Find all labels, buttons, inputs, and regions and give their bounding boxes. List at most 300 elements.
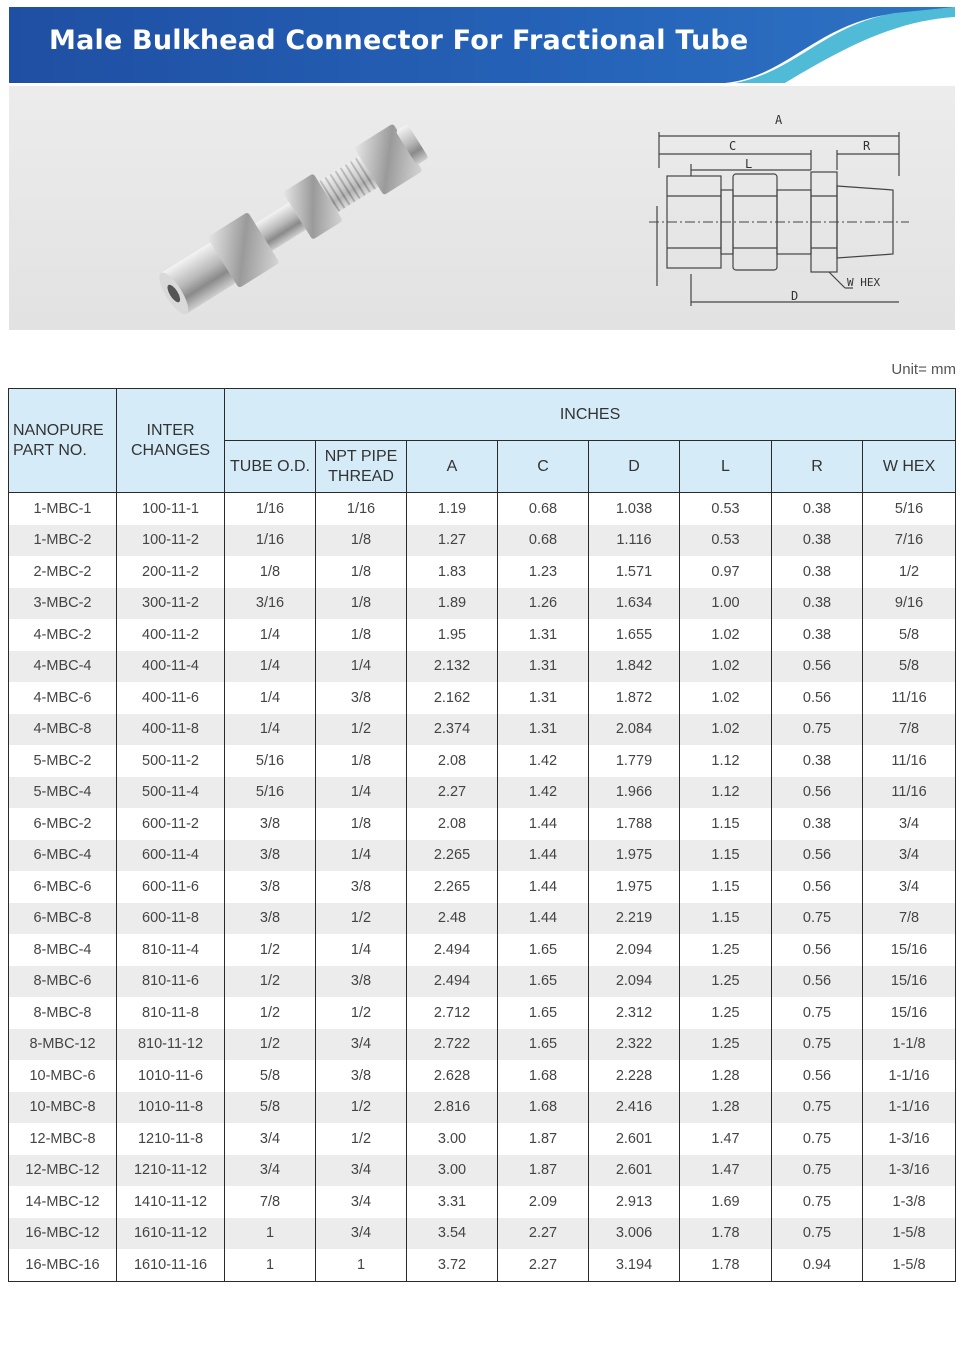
table-cell: 3/8: [225, 903, 316, 935]
table-cell: 5/16: [863, 493, 956, 525]
table-cell: 0.75: [772, 1029, 863, 1061]
table-cell: 1/4: [316, 840, 407, 872]
table-cell: 0.75: [772, 997, 863, 1029]
table-cell: 0.75: [772, 1218, 863, 1250]
table-cell: 3/4: [316, 1155, 407, 1187]
table-cell: 16-MBC-12: [9, 1218, 117, 1250]
table-cell: 600-11-2: [117, 808, 225, 840]
table-cell: 0.68: [498, 525, 589, 557]
table-cell: 2.27: [407, 777, 498, 809]
table-cell: 0.75: [772, 903, 863, 935]
col-header-tube-od: TUBE O.D.: [225, 441, 316, 493]
table-cell: 1-1/16: [863, 1092, 956, 1124]
table-cell: 1.26: [498, 588, 589, 620]
table-cell: 1/4: [316, 777, 407, 809]
table-cell: 500-11-4: [117, 777, 225, 809]
col-header-whex: W HEX: [863, 441, 956, 493]
table-cell: 3/16: [225, 588, 316, 620]
table-cell: 4-MBC-2: [9, 619, 117, 651]
table-cell: 1: [225, 1218, 316, 1250]
table-cell: 2.08: [407, 808, 498, 840]
table-cell: 3/4: [863, 808, 956, 840]
table-cell: 5/16: [225, 777, 316, 809]
table-cell: 600-11-8: [117, 903, 225, 935]
table-cell: 1.89: [407, 588, 498, 620]
table-row: [9, 619, 956, 651]
table-cell: 0.56: [772, 871, 863, 903]
table-cell: 1/16: [225, 493, 316, 525]
table-cell: 500-11-2: [117, 745, 225, 777]
table-cell: 300-11-2: [117, 588, 225, 620]
table-cell: 3/8: [316, 1060, 407, 1092]
table-cell: 2.219: [589, 903, 680, 935]
table-cell: 3/8: [316, 871, 407, 903]
table-cell: 1-MBC-2: [9, 525, 117, 557]
table-cell: 3.00: [407, 1123, 498, 1155]
table-cell: 4-MBC-4: [9, 651, 117, 683]
table-cell: 1610-11-12: [117, 1218, 225, 1250]
table-cell: 1.31: [498, 714, 589, 746]
table-cell: 1/8: [316, 525, 407, 557]
table-cell: 2.27: [498, 1218, 589, 1250]
table-cell: 1.655: [589, 619, 680, 651]
table-cell: 1.15: [680, 903, 772, 935]
table-cell: 1/4: [225, 682, 316, 714]
table-cell: 11/16: [863, 682, 956, 714]
table-cell: 1.779: [589, 745, 680, 777]
table-cell: 100-11-1: [117, 493, 225, 525]
table-cell: 3/4: [316, 1186, 407, 1218]
table-cell: 1.42: [498, 745, 589, 777]
table-cell: 1.27: [407, 525, 498, 557]
table-cell: 2.374: [407, 714, 498, 746]
table-cell: 600-11-4: [117, 840, 225, 872]
table-cell: 1/2: [225, 934, 316, 966]
table-cell: 2.712: [407, 997, 498, 1029]
table-cell: 0.68: [498, 493, 589, 525]
table-cell: 1: [316, 1249, 407, 1281]
table-cell: 3/8: [316, 966, 407, 998]
table-cell: 1.02: [680, 682, 772, 714]
table-cell: 1.44: [498, 840, 589, 872]
table-cell: 1.25: [680, 1029, 772, 1061]
table-cell: 3.54: [407, 1218, 498, 1250]
table-cell: 1.68: [498, 1060, 589, 1092]
table-cell: 400-11-8: [117, 714, 225, 746]
table-cell: 0.56: [772, 651, 863, 683]
table-row: [9, 997, 956, 1029]
table-row: [9, 588, 956, 620]
table-cell: 1/8: [316, 619, 407, 651]
table-cell: 3.00: [407, 1155, 498, 1187]
table-cell: 7/16: [863, 525, 956, 557]
table-cell: 1.571: [589, 556, 680, 588]
table-cell: 2.094: [589, 934, 680, 966]
table-cell: 1/4: [316, 651, 407, 683]
table-cell: 1/8: [316, 588, 407, 620]
table-cell: 10-MBC-6: [9, 1060, 117, 1092]
col-header-c: C: [498, 441, 589, 493]
table-cell: 7/8: [225, 1186, 316, 1218]
table-cell: 0.56: [772, 840, 863, 872]
table-cell: 3.194: [589, 1249, 680, 1281]
table-cell: 1/4: [316, 934, 407, 966]
table-cell: 8-MBC-12: [9, 1029, 117, 1061]
table-cell: 1.19: [407, 493, 498, 525]
table-cell: 11/16: [863, 745, 956, 777]
table-row: [9, 840, 956, 872]
table-cell: 1.038: [589, 493, 680, 525]
table-cell: 3/8: [225, 871, 316, 903]
table-cell: 2.265: [407, 840, 498, 872]
table-cell: 1.44: [498, 808, 589, 840]
table-cell: 1/8: [316, 556, 407, 588]
table-cell: 3/4: [863, 840, 956, 872]
technical-drawing: [639, 106, 919, 316]
table-cell: 1-5/8: [863, 1218, 956, 1250]
col-header-npt: NPT PIPE THREAD: [316, 441, 407, 493]
table-cell: 1.15: [680, 840, 772, 872]
table-cell: 3/4: [225, 1123, 316, 1155]
table-cell: 1.02: [680, 619, 772, 651]
table-cell: 3/4: [863, 871, 956, 903]
table-cell: 1.28: [680, 1092, 772, 1124]
table-cell: 1/2: [316, 714, 407, 746]
table-cell: 1/16: [225, 525, 316, 557]
table-row: [9, 966, 956, 998]
table-cell: 0.56: [772, 966, 863, 998]
dim-label-d: D: [791, 289, 799, 303]
table-cell: 1610-11-16: [117, 1249, 225, 1281]
table-row: [9, 714, 956, 746]
table-cell: 1/2: [316, 903, 407, 935]
table-cell: 1.78: [680, 1218, 772, 1250]
table-cell: 4-MBC-8: [9, 714, 117, 746]
table-cell: 1: [225, 1249, 316, 1281]
table-cell: 1.78: [680, 1249, 772, 1281]
table-cell: 1/16: [316, 493, 407, 525]
col-header-r: R: [772, 441, 863, 493]
table-cell: 1.116: [589, 525, 680, 557]
table-cell: 11/16: [863, 777, 956, 809]
table-cell: 1-5/8: [863, 1249, 956, 1281]
table-cell: 0.75: [772, 1186, 863, 1218]
col-header-interchanges: INTER CHANGES: [117, 389, 225, 493]
table-cell: 0.75: [772, 714, 863, 746]
table-cell: 2.722: [407, 1029, 498, 1061]
table-cell: 0.38: [772, 588, 863, 620]
table-cell: 1.02: [680, 714, 772, 746]
table-cell: 5-MBC-4: [9, 777, 117, 809]
table-cell: 0.38: [772, 493, 863, 525]
table-cell: 0.38: [772, 745, 863, 777]
table-cell: 1.69: [680, 1186, 772, 1218]
table-cell: 0.75: [772, 1092, 863, 1124]
product-photo: [149, 116, 439, 316]
table-cell: 100-11-2: [117, 525, 225, 557]
table-cell: 1-3/8: [863, 1186, 956, 1218]
table-row: [9, 871, 956, 903]
table-cell: 400-11-2: [117, 619, 225, 651]
table-cell: 2.265: [407, 871, 498, 903]
table-cell: 1/2: [316, 997, 407, 1029]
table-cell: 1.975: [589, 871, 680, 903]
table-cell: 1/2: [225, 1029, 316, 1061]
table-cell: 1.68: [498, 1092, 589, 1124]
table-row: [9, 1092, 956, 1124]
table-cell: 1.23: [498, 556, 589, 588]
table-cell: 0.56: [772, 934, 863, 966]
table-cell: 1010-11-6: [117, 1060, 225, 1092]
table-cell: 2.416: [589, 1092, 680, 1124]
dim-label-r: R: [863, 139, 871, 153]
table-row: [9, 1186, 956, 1218]
table-cell: 2.09: [498, 1186, 589, 1218]
table-cell: 3/8: [225, 808, 316, 840]
table-cell: 3/8: [225, 840, 316, 872]
table-cell: 1.966: [589, 777, 680, 809]
table-cell: 15/16: [863, 966, 956, 998]
table-cell: 1.87: [498, 1123, 589, 1155]
table-row: [9, 556, 956, 588]
table-cell: 2.094: [589, 966, 680, 998]
spec-table: [8, 388, 956, 1282]
table-row: [9, 493, 956, 525]
table-cell: 1.00: [680, 588, 772, 620]
table-row: [9, 1218, 956, 1250]
table-cell: 1/8: [316, 745, 407, 777]
table-cell: 1-1/8: [863, 1029, 956, 1061]
table-row: [9, 903, 956, 935]
table-cell: 2.601: [589, 1123, 680, 1155]
dim-label-a: A: [775, 113, 783, 127]
table-cell: 6-MBC-6: [9, 871, 117, 903]
dim-label-whex: W HEX: [847, 276, 881, 289]
table-cell: 5-MBC-2: [9, 745, 117, 777]
table-cell: 1.788: [589, 808, 680, 840]
table-cell: 2.322: [589, 1029, 680, 1061]
dim-label-c: C: [729, 139, 737, 153]
spec-table-body: [9, 493, 956, 1282]
table-cell: 1-1/16: [863, 1060, 956, 1092]
table-cell: 1.12: [680, 777, 772, 809]
table-cell: 5/8: [225, 1060, 316, 1092]
table-cell: 2.816: [407, 1092, 498, 1124]
table-cell: 1-3/16: [863, 1155, 956, 1187]
table-cell: 3.31: [407, 1186, 498, 1218]
table-cell: 0.56: [772, 777, 863, 809]
table-cell: 1.634: [589, 588, 680, 620]
table-cell: 6-MBC-2: [9, 808, 117, 840]
table-cell: 3-MBC-2: [9, 588, 117, 620]
table-row: [9, 777, 956, 809]
table-cell: 1.31: [498, 682, 589, 714]
table-cell: 1.12: [680, 745, 772, 777]
table-cell: 1010-11-8: [117, 1092, 225, 1124]
table-cell: 400-11-6: [117, 682, 225, 714]
table-cell: 1210-11-12: [117, 1155, 225, 1187]
col-group-inches: INCHES: [225, 389, 956, 441]
table-cell: 5/8: [225, 1092, 316, 1124]
table-cell: 2.48: [407, 903, 498, 935]
table-cell: 1/4: [225, 619, 316, 651]
col-header-d: D: [589, 441, 680, 493]
table-row: [9, 1155, 956, 1187]
table-cell: 0.53: [680, 493, 772, 525]
table-cell: 1.65: [498, 1029, 589, 1061]
table-cell: 5/8: [863, 619, 956, 651]
table-cell: 2.913: [589, 1186, 680, 1218]
table-cell: 2.628: [407, 1060, 498, 1092]
table-cell: 2.601: [589, 1155, 680, 1187]
table-cell: 1/2: [316, 1123, 407, 1155]
table-cell: 1.65: [498, 966, 589, 998]
table-cell: 810-11-12: [117, 1029, 225, 1061]
table-cell: 2.162: [407, 682, 498, 714]
table-cell: 3.72: [407, 1249, 498, 1281]
table-cell: 2.08: [407, 745, 498, 777]
col-header-a: A: [407, 441, 498, 493]
table-cell: 0.38: [772, 619, 863, 651]
banner-swoosh-decoration: [725, 7, 955, 83]
table-cell: 1/2: [225, 997, 316, 1029]
table-cell: 5/16: [225, 745, 316, 777]
table-cell: 1/8: [316, 808, 407, 840]
table-cell: 0.97: [680, 556, 772, 588]
table-cell: 6-MBC-4: [9, 840, 117, 872]
table-cell: 1.975: [589, 840, 680, 872]
table-cell: 2.494: [407, 934, 498, 966]
table-cell: 1/8: [225, 556, 316, 588]
dim-label-l: L: [745, 157, 753, 171]
table-cell: 3/8: [316, 682, 407, 714]
table-cell: 1.44: [498, 871, 589, 903]
table-cell: 1.65: [498, 997, 589, 1029]
col-header-part-no: NANOPURE PART NO.: [9, 389, 117, 493]
table-cell: 1/2: [316, 1092, 407, 1124]
table-cell: 6-MBC-8: [9, 903, 117, 935]
table-row: [9, 745, 956, 777]
table-cell: 1.25: [680, 997, 772, 1029]
table-cell: 1-3/16: [863, 1123, 956, 1155]
table-cell: 1.31: [498, 619, 589, 651]
table-cell: 1.15: [680, 871, 772, 903]
table-cell: 1/2: [863, 556, 956, 588]
table-cell: 810-11-6: [117, 966, 225, 998]
table-cell: 14-MBC-12: [9, 1186, 117, 1218]
table-cell: 0.75: [772, 1155, 863, 1187]
table-cell: 1.28: [680, 1060, 772, 1092]
table-cell: 1.842: [589, 651, 680, 683]
table-cell: 810-11-8: [117, 997, 225, 1029]
table-cell: 810-11-4: [117, 934, 225, 966]
table-cell: 0.56: [772, 1060, 863, 1092]
table-cell: 1.25: [680, 966, 772, 998]
table-cell: 1.47: [680, 1123, 772, 1155]
table-cell: 8-MBC-6: [9, 966, 117, 998]
table-cell: 8-MBC-8: [9, 997, 117, 1029]
table-cell: 1.872: [589, 682, 680, 714]
table-cell: 0.94: [772, 1249, 863, 1281]
table-cell: 16-MBC-16: [9, 1249, 117, 1281]
title-banner: [9, 7, 955, 83]
table-cell: 0.56: [772, 682, 863, 714]
table-cell: 1.25: [680, 934, 772, 966]
table-cell: 1210-11-8: [117, 1123, 225, 1155]
table-cell: 5/8: [863, 651, 956, 683]
table-cell: 1/2: [225, 966, 316, 998]
table-row: [9, 1029, 956, 1061]
table-cell: 0.38: [772, 556, 863, 588]
table-cell: 15/16: [863, 934, 956, 966]
table-cell: 15/16: [863, 997, 956, 1029]
table-cell: 1-MBC-1: [9, 493, 117, 525]
table-row: [9, 525, 956, 557]
table-row: [9, 808, 956, 840]
table-cell: 12-MBC-8: [9, 1123, 117, 1155]
table-cell: 7/8: [863, 714, 956, 746]
table-cell: 2.084: [589, 714, 680, 746]
table-cell: 3/4: [225, 1155, 316, 1187]
table-cell: 12-MBC-12: [9, 1155, 117, 1187]
table-cell: 1410-11-12: [117, 1186, 225, 1218]
unit-note: Unit= mm: [891, 361, 956, 378]
table-cell: 0.38: [772, 525, 863, 557]
table-cell: 0.75: [772, 1123, 863, 1155]
table-cell: 600-11-6: [117, 871, 225, 903]
table-row: [9, 934, 956, 966]
table-cell: 1.65: [498, 934, 589, 966]
table-cell: 1/4: [225, 651, 316, 683]
table-cell: 2-MBC-2: [9, 556, 117, 588]
table-cell: 1.15: [680, 808, 772, 840]
product-illustration-area: [9, 86, 955, 330]
table-cell: 7/8: [863, 903, 956, 935]
table-cell: 1.87: [498, 1155, 589, 1187]
table-cell: 0.38: [772, 808, 863, 840]
table-row: [9, 1123, 956, 1155]
col-header-l: L: [680, 441, 772, 493]
table-cell: 8-MBC-4: [9, 934, 117, 966]
table-cell: 3/4: [316, 1029, 407, 1061]
table-cell: 9/16: [863, 588, 956, 620]
table-cell: 1.44: [498, 903, 589, 935]
table-cell: 1.02: [680, 651, 772, 683]
table-cell: 2.228: [589, 1060, 680, 1092]
table-cell: 3.006: [589, 1218, 680, 1250]
table-cell: 2.27: [498, 1249, 589, 1281]
table-row: [9, 682, 956, 714]
table-row: [9, 1060, 956, 1092]
table-cell: 1/4: [225, 714, 316, 746]
table-cell: 1.95: [407, 619, 498, 651]
table-cell: 0.53: [680, 525, 772, 557]
table-cell: 1.31: [498, 651, 589, 683]
table-cell: 3/4: [316, 1218, 407, 1250]
table-cell: 2.494: [407, 966, 498, 998]
table-row: [9, 651, 956, 683]
table-cell: 1.47: [680, 1155, 772, 1187]
table-cell: 1.42: [498, 777, 589, 809]
table-cell: 2.312: [589, 997, 680, 1029]
page-title: Male Bulkhead Connector For Fractional Tube: [49, 25, 749, 56]
table-cell: 4-MBC-6: [9, 682, 117, 714]
table-cell: 10-MBC-8: [9, 1092, 117, 1124]
table-row: [9, 1249, 956, 1281]
table-cell: 2.132: [407, 651, 498, 683]
table-cell: 1.83: [407, 556, 498, 588]
table-cell: 200-11-2: [117, 556, 225, 588]
